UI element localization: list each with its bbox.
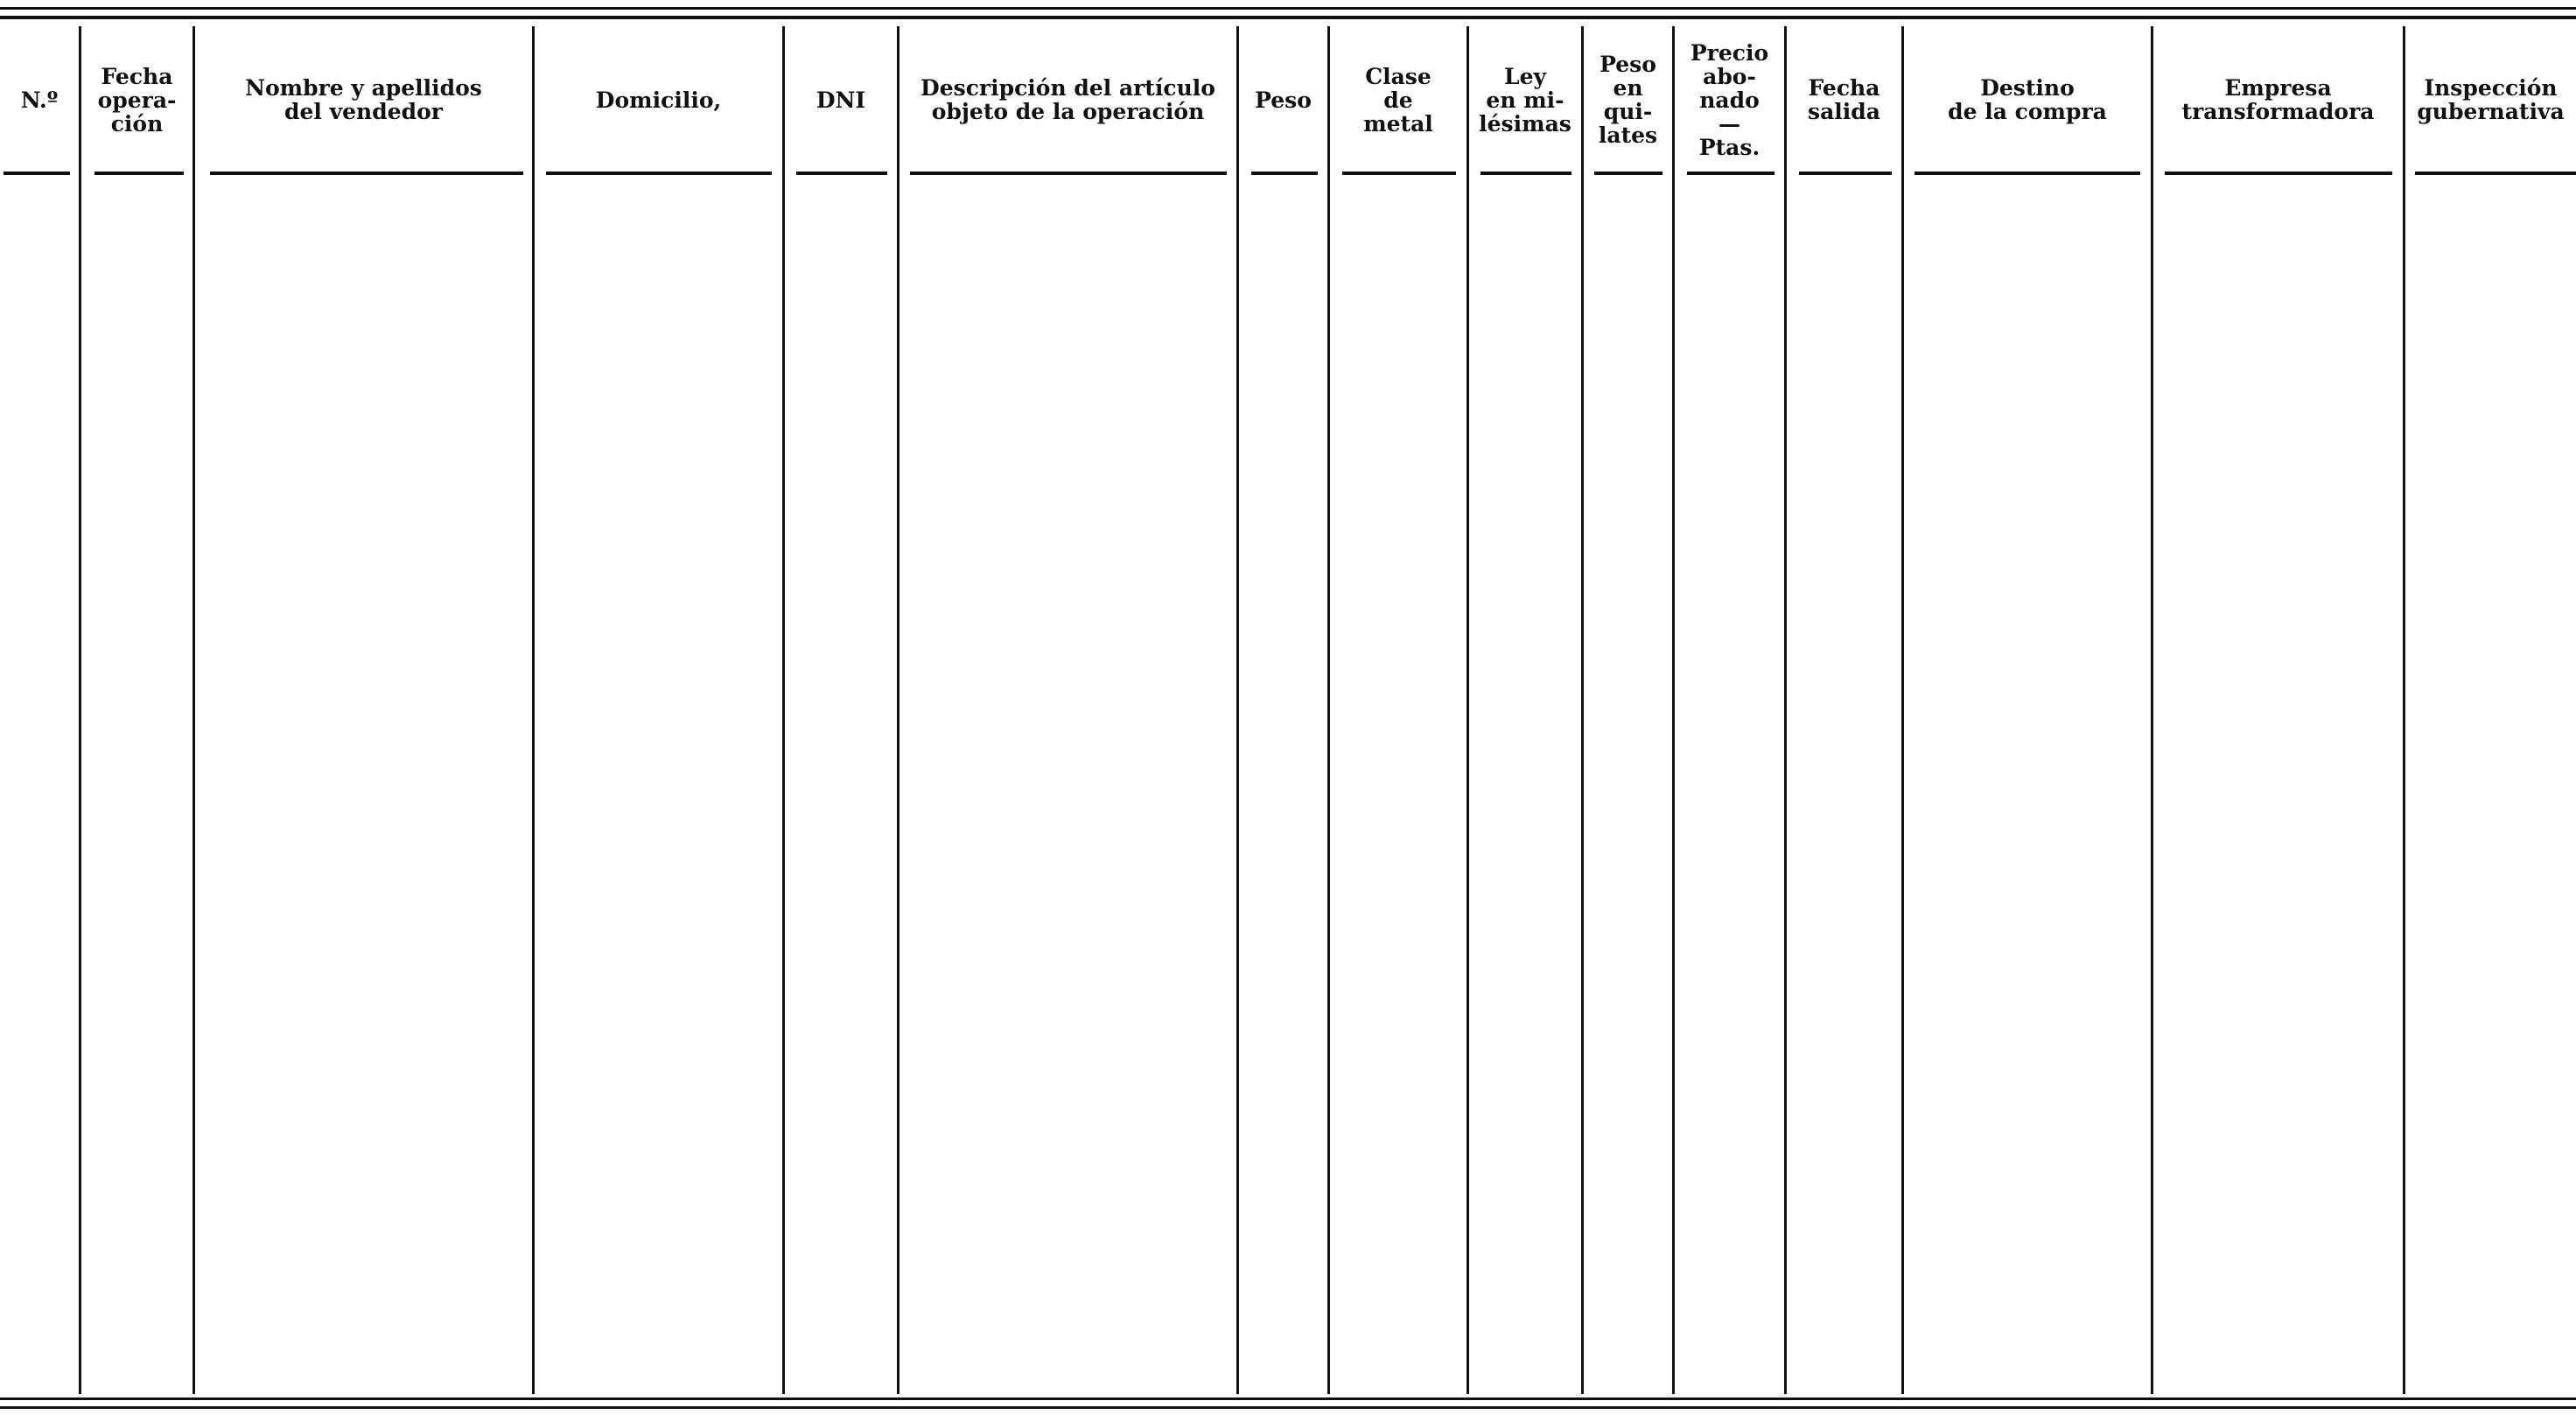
column-separator — [897, 26, 900, 1394]
column-header-label: Inspección gubernativa — [2417, 75, 2565, 124]
column-separator — [1784, 26, 1787, 1394]
header-underline — [4, 172, 70, 175]
column-separator — [79, 26, 81, 1394]
column-separator — [1672, 26, 1675, 1394]
column-header-label: Fecha opera- ción — [97, 63, 177, 137]
column-header-nombre-vendedor — [195, 26, 532, 173]
bottom-rule-outer — [0, 1406, 2576, 1409]
column-header-clase-metal — [1330, 26, 1466, 173]
column-header-label: Fecha salida — [1808, 75, 1880, 124]
header-underline — [1251, 172, 1318, 175]
column-header-fecha-salida — [1787, 26, 1901, 173]
bottom-rule-inner — [0, 1397, 2576, 1400]
column-separator — [532, 26, 535, 1394]
column-separator — [2403, 26, 2405, 1394]
header-underline — [796, 172, 887, 175]
column-header-label: Peso — [1255, 87, 1312, 113]
header-underline — [1914, 172, 2140, 175]
column-header-label: Domicilio, — [595, 87, 722, 113]
column-separator — [782, 26, 785, 1394]
column-header-label: N.º — [20, 87, 59, 113]
column-header-label: Ley en mi- lésimas — [1479, 63, 1572, 137]
column-header-peso — [1239, 26, 1327, 173]
header-underline — [94, 172, 184, 175]
column-header-descripcion-articulo — [900, 26, 1236, 173]
column-separator — [192, 26, 195, 1394]
header-underline — [2165, 172, 2392, 175]
column-separator — [1901, 26, 1904, 1394]
column-header-empresa-transformadora — [2153, 26, 2403, 173]
column-header-label: Precio abo- nado — Ptas. — [1690, 39, 1769, 160]
column-separator — [1236, 26, 1239, 1394]
column-header-label: Destino de la compra — [1948, 75, 2107, 124]
column-header-inspeccion-gubernativa — [2405, 26, 2576, 173]
column-header-label: Clase de metal — [1363, 63, 1433, 137]
column-separator — [1581, 26, 1584, 1394]
column-header-fecha-operacion — [81, 26, 192, 173]
column-header-precio-abonado — [1675, 26, 1784, 173]
header-row — [0, 26, 2576, 173]
column-header-label: Descripción del artículo objeto de la operación — [920, 75, 1215, 124]
column-header-ley-milesimas — [1469, 26, 1581, 173]
column-header-label: DNI — [816, 87, 866, 113]
column-separator — [1327, 26, 1330, 1394]
header-underline — [2415, 172, 2576, 175]
top-rule-outer — [0, 7, 2576, 10]
column-header-peso-quilates — [1584, 26, 1672, 173]
header-underline — [1687, 172, 1774, 175]
column-header-label: Nombre y apellidos del vendedor — [245, 75, 482, 124]
column-header-label: Peso en qui- lates — [1598, 52, 1658, 148]
column-header-dni — [785, 26, 897, 173]
column-separator — [2151, 26, 2153, 1394]
column-header-label: Empresa transformadora — [2181, 75, 2375, 124]
top-rule-inner — [0, 16, 2576, 19]
column-header-domicilio — [535, 26, 782, 173]
header-underline — [546, 172, 772, 175]
header-underline — [1799, 172, 1892, 175]
header-underline — [210, 172, 523, 175]
header-underline — [1342, 172, 1456, 175]
header-underline — [1594, 172, 1662, 175]
header-underline — [1480, 172, 1572, 175]
column-separator — [1466, 26, 1469, 1394]
header-underline — [910, 172, 1227, 175]
column-header-numero — [0, 26, 79, 173]
column-header-destino-compra — [1904, 26, 2151, 173]
